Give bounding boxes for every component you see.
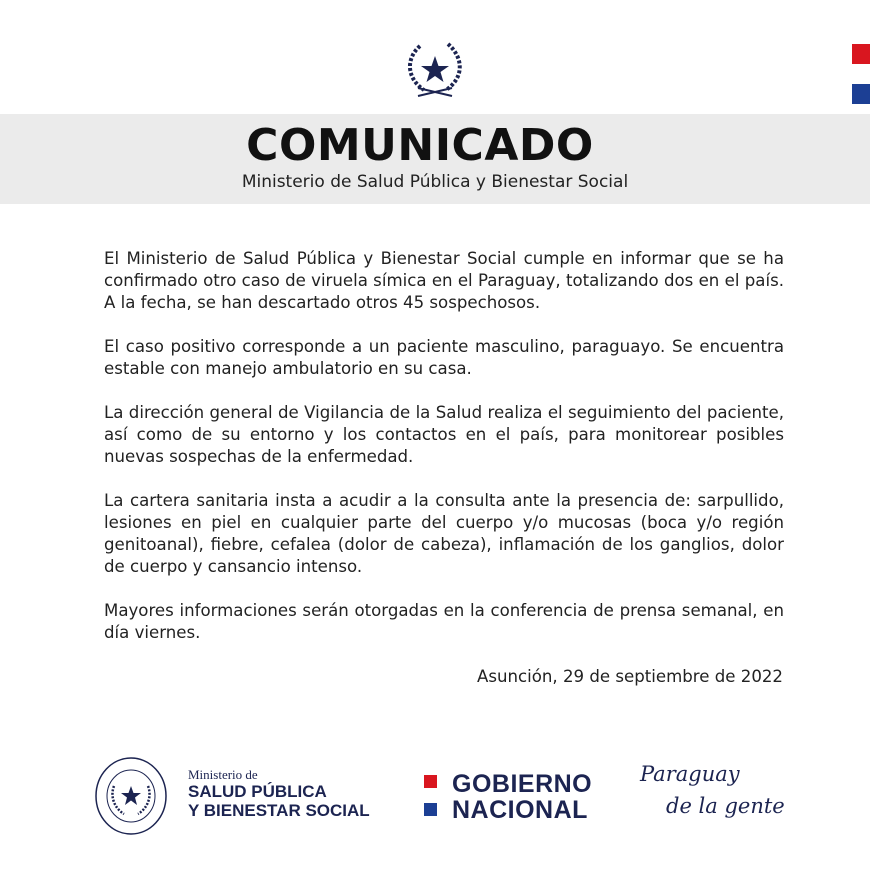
blue-square-icon [424,803,437,816]
paragraph: Mayores informaciones serán otorgadas en la conferencia de prensa semanal, en día viernes. [104,601,784,642]
star-laurel-emblem-icon [402,38,468,100]
ministry-name-line2: Y BIENESTAR SOCIAL [188,801,370,820]
page-title: COMUNICADO [246,120,594,171]
page-subtitle: Ministerio de Salud Pública y Bienestar Social [241,172,629,192]
slogan-line1: Paraguay [640,762,740,786]
republic-seal-icon [94,756,168,836]
flag-blue-mark [852,84,870,104]
flag-red-mark [852,44,870,64]
paragraph: El Ministerio de Salud Pública y Bienestar Social cumple en informar que se ha confirmado otro caso de viruela símica en el Paraguay, totalizando dos en el país. A la fecha, se han descartado otros 45 sospechosos. [104,249,784,312]
gobierno-line2: NACIONAL [452,796,588,824]
ministry-label-small: Ministerio de [188,767,258,782]
slogan-line2: de la gente [666,794,785,818]
communique-body [104,248,784,666]
paragraph: La dirección general de Vigilancia de la Salud realiza el seguimiento del paciente, así como de su entorno y los contactos en el país, para monitorear posibles nuevas sospechas de la enfermedad. [104,403,784,466]
gobierno-line1: GOBIERNO [452,770,593,798]
date-line: Asunción, 29 de septiembre de 2022 [477,667,783,686]
paragraph: La cartera sanitaria insta a acudir a la consulta ante la presencia de: sarpullido, lesiones en piel en cualquier parte del cuerpo y/o mucosas (boca y/o región genitoanal), fiebre, cefalea (dolor de cabeza), inflamación de los ganglios, dolor de cuerpo y cansancio intenso. [104,491,784,576]
paragraph: El caso positivo corresponde a un paciente masculino, paraguayo. Se encuentra estable con manejo ambulatorio en su casa. [104,337,784,378]
ministry-name-line1: SALUD PÚBLICA [188,782,327,801]
red-square-icon [424,775,437,788]
